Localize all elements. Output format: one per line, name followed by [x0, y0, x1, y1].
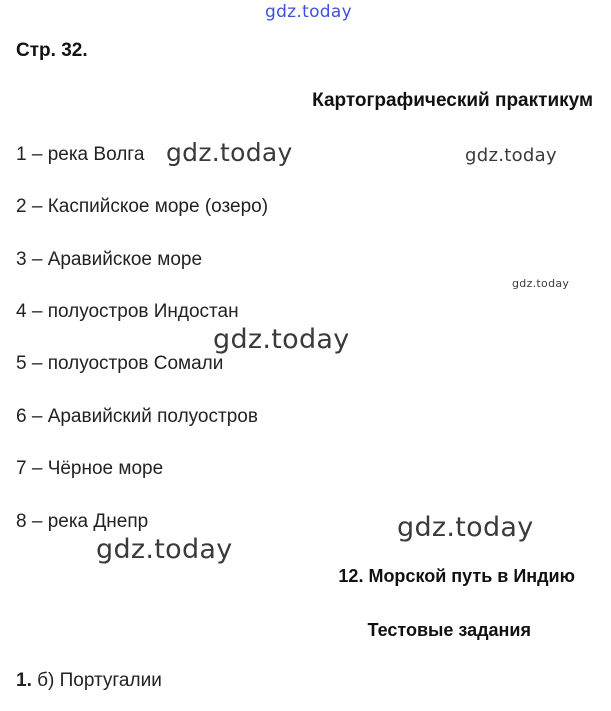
watermark: gdz.today [166, 138, 293, 167]
list-item: 7 – Чёрное море [16, 458, 164, 479]
watermark: gdz.today [213, 324, 350, 355]
list-item: 1 – река Волга [16, 144, 145, 165]
list-item: 5 – полуостров Сомали [16, 353, 224, 374]
watermark: gdz.today [96, 534, 233, 565]
chapter-title: 12. Морской путь в Индию [338, 566, 575, 586]
answer-line [16, 670, 162, 692]
watermark: gdz.today [465, 145, 557, 166]
watermark: gdz.today [512, 277, 570, 290]
list-item: 6 – Аравийский полуостров [16, 406, 258, 427]
watermark-logo[interactable]: gdz.today [265, 2, 352, 22]
sub-heading: Тестовые задания [367, 620, 531, 640]
answer-number: 1. [16, 670, 32, 691]
answer-text: б) Португалии [37, 670, 162, 691]
list-item: 3 – Аравийское море [16, 249, 203, 270]
list-item: 4 – полуостров Индостан [16, 301, 239, 322]
section-heading: Картографический практикум [312, 90, 593, 111]
list-item: 2 – Каспийское море (озеро) [16, 196, 269, 217]
page-label: Стр. 32. [16, 40, 88, 61]
list-item: 8 – река Днепр [16, 511, 149, 532]
watermark: gdz.today [397, 512, 534, 543]
